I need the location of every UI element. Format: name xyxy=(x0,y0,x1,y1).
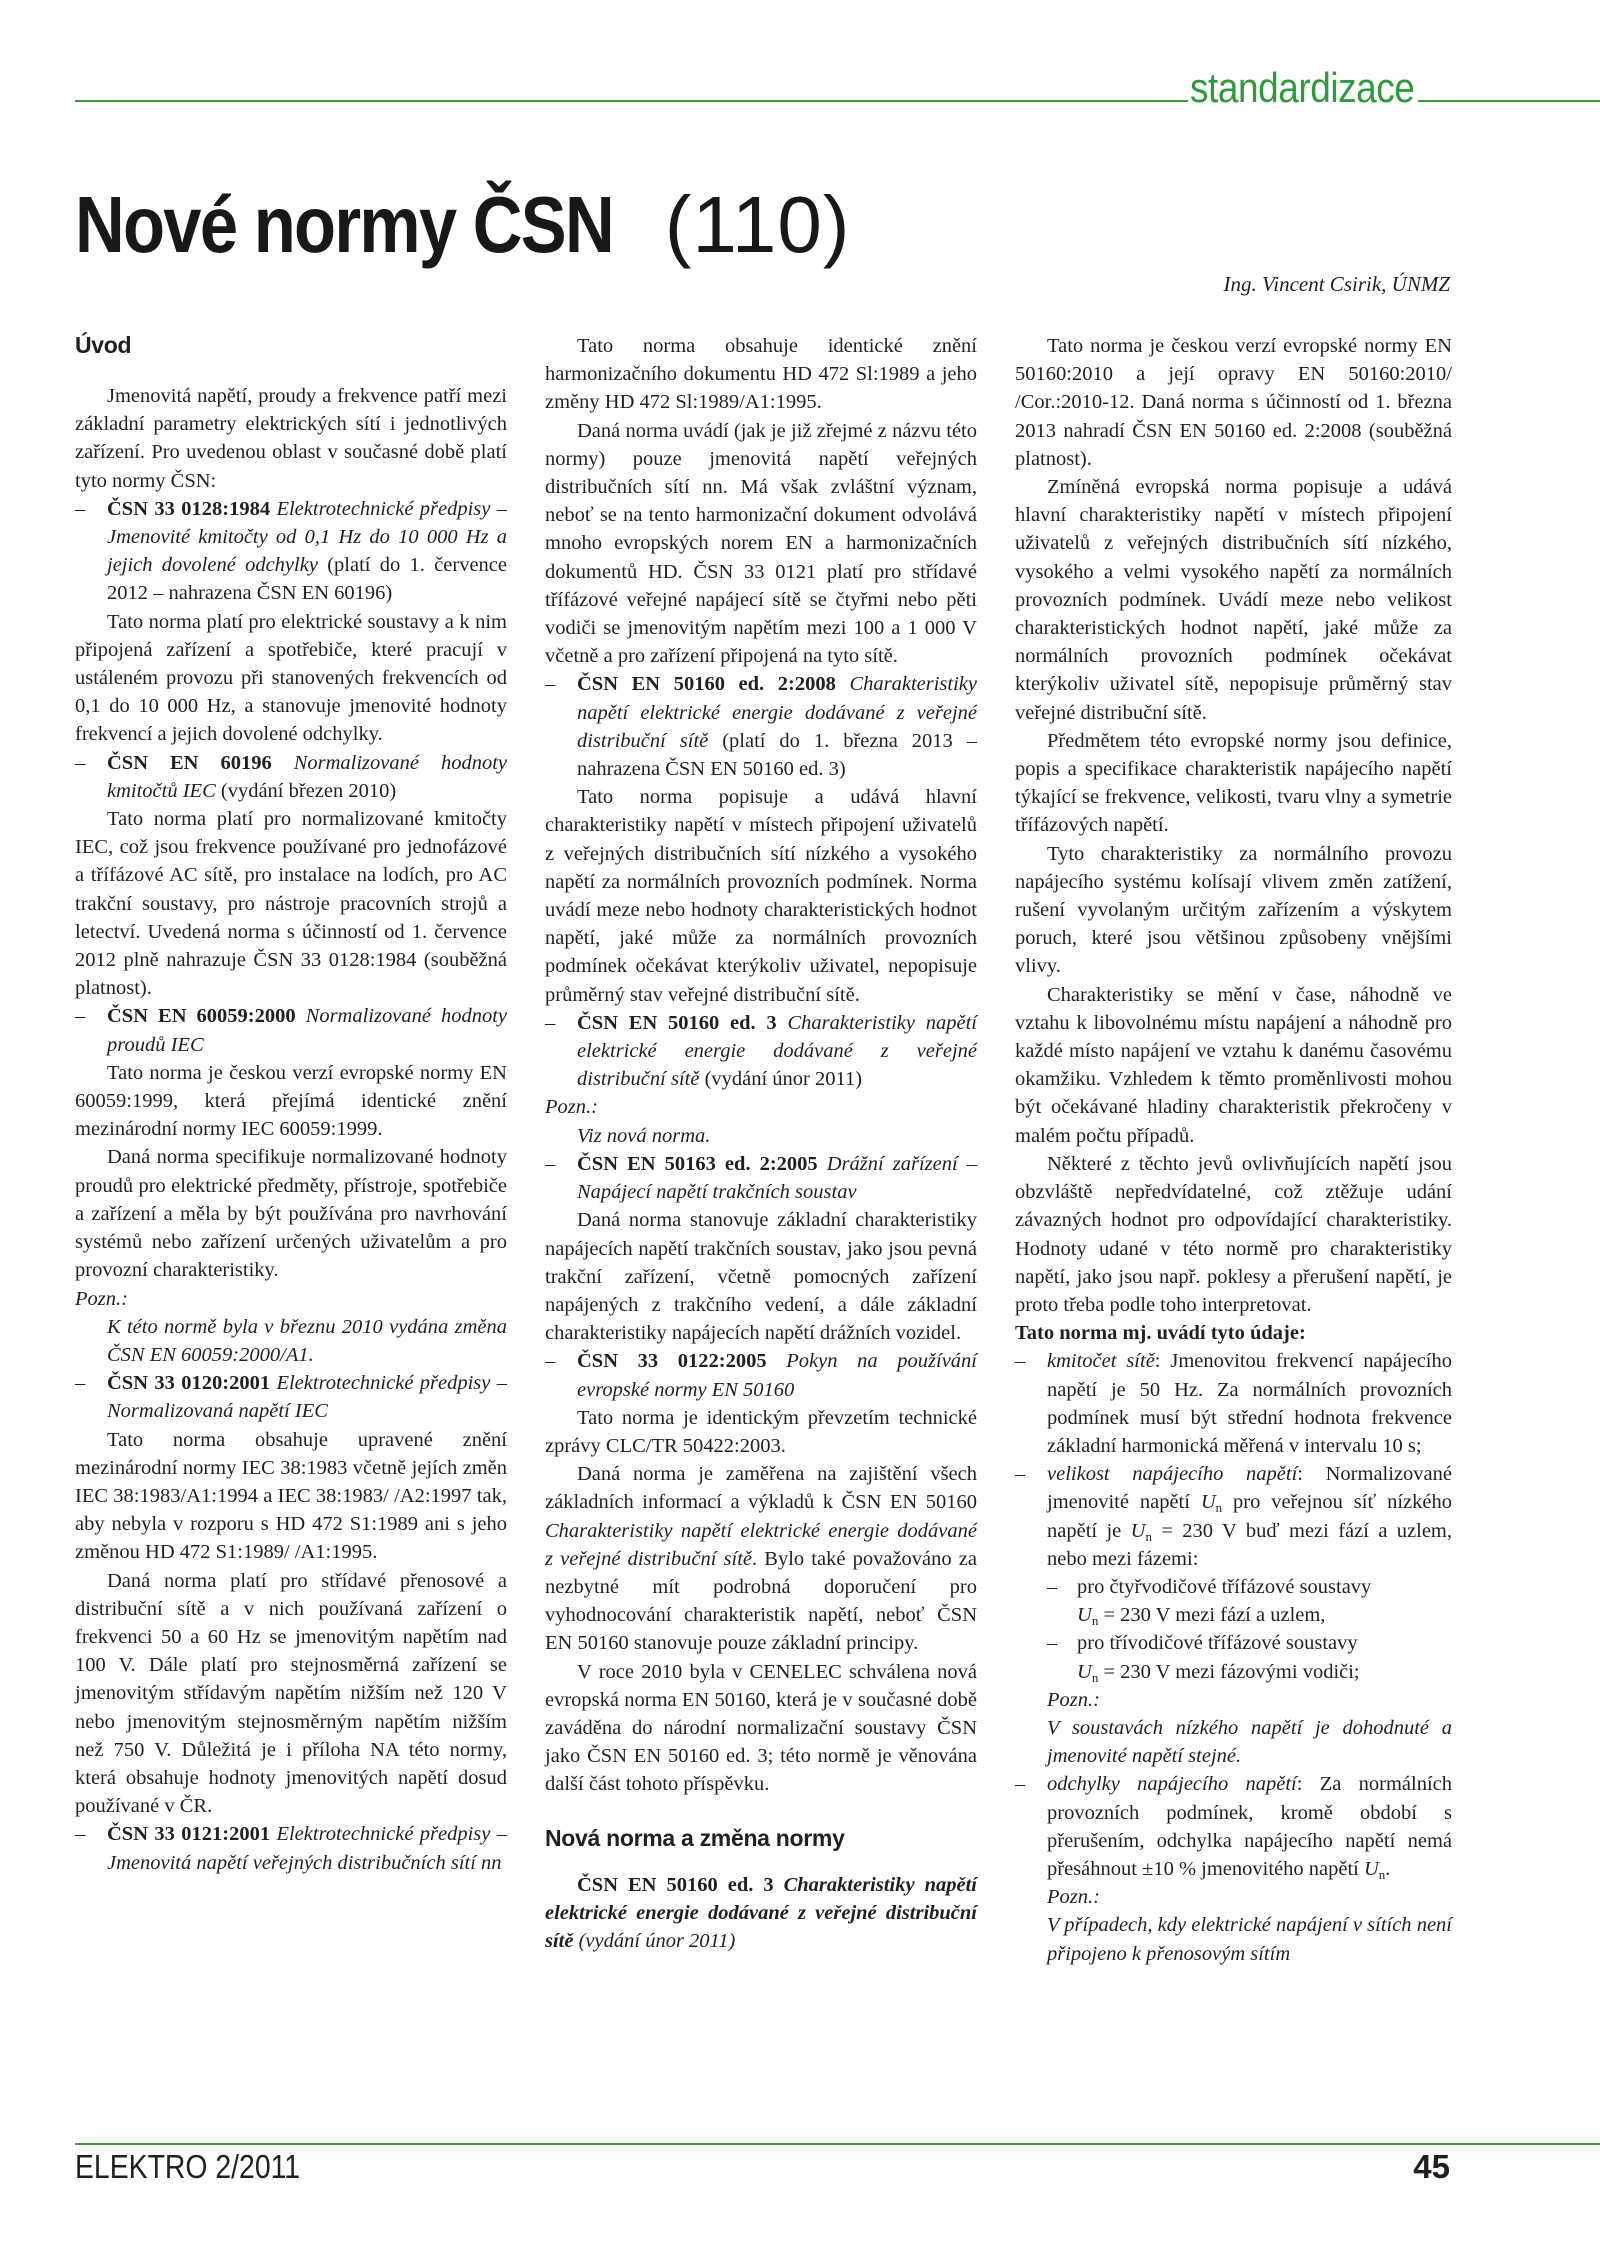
norm-code: ČSN EN 50163 ed. 2:2005 xyxy=(577,1152,818,1175)
norm-title: Drážní zařízení – Napájecí napětí trakčních soustav xyxy=(577,1152,977,1204)
paragraph: Tato norma je českou verzí evropské normy EN 60059:1999, která přejímá identické znění mezinárodní normy IEC 60059:1999. xyxy=(75,1061,507,1141)
paragraph: Tato norma je identickým převzetím technické zprávy CLC/TR 50422:2003. xyxy=(545,1406,977,1457)
paragraph: Charakteristiky se mění v čase, náhodně ve vztahu k libovolnému místu napájení a náhodně pro každé místo napájení ve vztahu k danému časovému okamžiku. Vzhledem k těmto proměnlivosti mohou být očekávané hladiny charakteristik překročeny v malém počtu případů. xyxy=(1015,983,1452,1147)
paragraph: Tato norma obsahuje upravené znění mezinárodní normy IEC 38:1983 včetně jejích změn IEC 38:1983/A1:1994 a IEC 38:1983/ /A2:1997 tak, aby nebyla v rozporu s HD 472 S1:1989 ani s jeho změnou HD 472 S1:1989/ /A1:1995. xyxy=(75,1428,507,1564)
note-text: V případech, kdy elektrické napájení v sítích není připojeno k přenosovým sítím xyxy=(1047,1914,1452,1965)
text-run: pro veřejnou síť nízkého napětí je xyxy=(1047,1491,1453,1542)
column-2 xyxy=(545,332,977,1955)
norm-title: Normalizované hodnoty proudů IEC xyxy=(107,1005,507,1056)
paragraph: Tato norma platí pro elektrické soustavy a k nim připojená zařízení a spotřebiče, které pracují v ustáleném provozu při stanovených frekvencích od 0,1 do 10 000 Hz, a stanovuje jmenovité hodnoty frekvencí a jejich dovolené odchylky. xyxy=(75,610,507,746)
list-item xyxy=(75,1369,507,1425)
list-item xyxy=(75,749,507,805)
list-item xyxy=(75,495,507,608)
norm-code: ČSN EN 60059:2000 xyxy=(107,1005,296,1028)
list-item xyxy=(75,1002,507,1058)
paragraph: Tato norma je českou verzí evropské normy EN 50160:2010 a její opravy EN 50160:2010/ /Cor.:2010-12. Daná norma s účinností od 1. března 2013 nahradí ČSN EN 50160 ed. 2:2008 (souběžná platnost). xyxy=(1015,335,1452,470)
norm-code: ČSN EN 50160 ed. 3 xyxy=(577,1011,777,1034)
norm-code: ČSN 33 0122:2005 xyxy=(577,1350,767,1373)
paragraph: Tato norma platí pro normalizované kmitočty IEC, což jsou frekvence používané pro jednofázové a třífázové AC sítě, pro instalace na lodích, pro AC trakční soustavy, pro nástroje pracovních strojů a letectví. Uvedená norma s účinností od 1. července 2012 plně nahrazuje ČSN 33 0128:1984 (souběžná platnost). xyxy=(75,808,507,1000)
list-item xyxy=(545,1347,977,1403)
note-label: Pozn.: xyxy=(75,1287,128,1310)
symbol: U xyxy=(1200,1491,1216,1514)
text-run: pro čtyřvodičové třífázové soustavy xyxy=(1077,1575,1372,1598)
norm-code: ČSN EN 60196 xyxy=(107,751,272,774)
note-text: Viz nová norma. xyxy=(577,1124,711,1147)
paragraph: Tato norma popisuje a udává hlavní charakteristiky napětí v místech připojení uživatelů z veřejných distribučních sítí nízkého a vysokého napětí za normálních provozních podmínek. Norma uvádí meze nebo hodnoty charakteristických hodnot napětí, jaké může za normálních provozních podmínek očekávat kterýkoliv uživatel, nepopisuje průměrný stav veřejné distribuční sítě. xyxy=(545,786,977,1006)
list-item xyxy=(1015,1347,1452,1460)
text-run: = 230 V buď mezi fází a uzlem, nebo mezi fázemi: xyxy=(1047,1519,1453,1570)
symbol: U xyxy=(1077,1660,1092,1683)
note-label: Pozn.: xyxy=(545,1096,598,1119)
paragraph: Daná norma platí pro střídavé přenosové a distribuční sítě a v nich používaná zařízení o frekvenci 50 a 60 Hz se jmenovitým napětím nad 100 V. Dále platí pro stejnosměrná zařízení se jmenovitým střídavým napětím nižším než 120 V nebo jmenovitým stejnosměrným napětím nižším než 750 V. Důležitá je i příloha NA této normy, která obsahuje hodnoty jmenovitých napětí dosud používané v ČR. xyxy=(75,1569,507,1818)
header-rule-end xyxy=(1418,100,1600,102)
heading-uvod: Úvod xyxy=(75,332,132,358)
title-number: (110) xyxy=(664,180,851,269)
norm-code: ČSN 33 0121:2001 xyxy=(107,1823,271,1846)
paragraph: Tato norma obsahuje identické znění harmonizačního dokumentu HD 472 Sl:1989 a jeho změny HD 472 Sl:1989/A1:1995. xyxy=(545,335,977,414)
list-item xyxy=(1015,1460,1452,1573)
text-run: Daná norma je zaměřena na zajištění všech základních informací a výkladů k ČSN EN 50160 xyxy=(545,1463,977,1514)
text-run: = 230 V mezi fází a uzlem, xyxy=(1098,1604,1326,1627)
text-run: : Za normálních provozních podmínek, kromě období s přerušením, odchylka napájecího napětí nemá přesáhnout ±10 % jmenovitého napětí xyxy=(1047,1773,1452,1880)
page-number: 45 xyxy=(1413,2148,1450,2185)
paragraph: Daná norma uvádí (jak je již zřejmé z názvu této normy) pouze jmenovitá napětí veřejných distribučních sítí nn. Má však zvláštní význam, neboť se na tento harmonizační dokument odvolává mnoho evropských norem EN a harmonizačních dokumentů HD. ČSN 33 0121 platí pro střídavé třífázové veřejné napájecí sítě se čtyřmi nebo pěti vodiči se jmenovitým napětím mezi 100 a 1 000 V včetně a pro zařízení připojená na tyto sítě. xyxy=(545,419,977,668)
list-item xyxy=(75,1820,507,1876)
paragraph xyxy=(545,1871,977,1956)
text-run: . Bylo také považováno za nezbytné mít podrobná doporučení pro vyhodnocování charakteristik napětí, neboť ČSN EN 50160 stanovuje pouze základní principy. xyxy=(545,1547,977,1655)
symbol-sub: n xyxy=(1215,1500,1223,1516)
norm-title: Pokyn na používání evropské normy EN 50160 xyxy=(577,1350,977,1401)
list-item xyxy=(545,1009,977,1094)
paragraph: Jmenovitá napětí, proudy a frekvence patří mezi základní parametry elektrických sítí i jednotlivých zařízení. Pro uvedenou oblast v současné době platí tyto normy ČSN: xyxy=(75,385,507,492)
author: Ing. Vincent Csirik, ÚNMZ xyxy=(1223,272,1450,296)
column-1 xyxy=(75,330,507,1877)
norm-code: ČSN 33 0128:1984 xyxy=(107,497,271,520)
norm-title: Elektrotechnické předpisy – Jmenovitá napětí veřejných distribučních sítí nn xyxy=(107,1823,508,1874)
term: velikost napájecího napětí xyxy=(1047,1463,1298,1486)
header-rule xyxy=(75,100,1188,102)
column-3 xyxy=(1015,332,1452,1968)
symbol-sub: n xyxy=(1091,1613,1099,1629)
title-main: Nové normy ČSN xyxy=(75,180,613,269)
term: odchylky napájecího napětí xyxy=(1047,1773,1297,1796)
text-run: = 230 V mezi fázovými vodiči; xyxy=(1098,1660,1360,1683)
norm-note: (vydání březen 2010) xyxy=(220,779,397,802)
paragraph: Zmíněná evropská norma popisuje a udává hlavní charakteristiky napětí v místech připojení uživatelů z veřejných distribučních sítí nízkého, vysokého a velmi vysokého napětí za normálních provozních podmínek. Uvádí meze nebo velikost charakteristických hodnot napětí, jaké může za normálních provozních podmínek očekávat kterýkoliv uživatel sítě, nepopisuje průměrný stav veřejné distribuční sítě. xyxy=(1015,476,1452,724)
norm-title: Charakteristiky napětí elektrické energie dodávané z veřejné distribuční sítě xyxy=(577,1011,977,1091)
paragraph: Tyto charakteristiky za normálního provozu napájecího systému kolísají vlivem změn zatížení, rušení vyvolaným určitým zařízením a výskytem poruch, které jsou většinou způsobeny vnějšími vlivy. xyxy=(1015,842,1452,978)
subheading: Tato norma mj. uvádí tyto údaje: xyxy=(1015,1322,1306,1345)
text-run: : Jmenovitou frekvencí napájecího napětí je 50 Hz. Za normálních provozních podmínek musí být střední hodnota frekvence základní harmonická měřená v intervalu 10 s; xyxy=(1047,1350,1452,1457)
norm-title: Charakteristiky napětí elektrické energie dodávané z veřejné distribuční sítě xyxy=(545,1519,977,1570)
list-item xyxy=(1015,1770,1452,1883)
symbol: U xyxy=(1363,1857,1379,1880)
page-title xyxy=(75,175,851,275)
text-run: . xyxy=(1385,1857,1391,1880)
norm-note: (platí do 1. března 2013 – nahrazena ČSN EN 50160 ed. 3) xyxy=(577,729,977,781)
symbol-sub: n xyxy=(1091,1669,1099,1685)
norm-title: Charakteristiky napětí elektrické energie dodávané z veřejné distribuční sítě xyxy=(577,673,977,752)
norm-title: Elektrotechnické předpisy – Jmenovité kmitočty od 0,1 Hz do 10 000 Hz a jejich dovolené odchylky xyxy=(107,497,508,577)
norm-title: Charakteristiky napětí elektrické energie dodávané z veřejné distribuční sítě xyxy=(545,1873,977,1952)
heading-new-norm: Nová norma a změna normy xyxy=(545,1824,845,1851)
term: kmitočet sítě xyxy=(1047,1350,1155,1373)
note-label: Pozn.: xyxy=(1047,1688,1100,1711)
list-item xyxy=(545,1150,977,1206)
norm-note: (vydání únor 2011) xyxy=(704,1068,863,1091)
norm-code: ČSN EN 50160 ed. 2:2008 xyxy=(577,673,836,696)
paragraph xyxy=(545,1460,977,1657)
text-run: : Normalizované jmenovité napětí xyxy=(1047,1463,1452,1514)
footer-rule xyxy=(75,2143,1600,2145)
norm-title: Normalizované hodnoty kmitočtů IEC xyxy=(107,751,507,802)
paragraph: V roce 2010 byla v CENELEC schválena nová evropská norma EN 50160, která je v současné době zaváděna do národní normalizační soustavy ČSN jako ČSN EN 50160 ed. 3; této normě je věnována další část tohoto příspěvku. xyxy=(545,1660,977,1796)
norm-code: ČSN EN 50160 ed. 3 xyxy=(577,1873,774,1896)
norm-note: (vydání únor 2011) xyxy=(578,1929,736,1952)
note-text: K této normě byla v březnu 2010 vydána změna ČSN EN 60059:2000/A1. xyxy=(107,1315,507,1366)
list-item xyxy=(545,670,977,783)
symbol-sub: n xyxy=(1378,1866,1386,1882)
sub-list-item xyxy=(1015,1629,1452,1685)
note-text: V soustavách nízkého napětí je dohodnuté a jmenovité napětí stejné. xyxy=(1047,1716,1452,1768)
text-run: pro třívodičové třífázové soustavy xyxy=(1077,1632,1358,1655)
norm-note: (platí do 1. července 2012 – nahrazena ČSN EN 60196) xyxy=(107,554,507,605)
symbol: U xyxy=(1130,1519,1146,1542)
norm-title: Elektrotechnické předpisy – Normalizovaná napětí IEC xyxy=(107,1372,508,1423)
footer-issue: ELEKTRO 2/2011 xyxy=(75,2148,301,2185)
section-label: standardizace xyxy=(1190,64,1415,111)
symbol: U xyxy=(1077,1604,1092,1627)
paragraph: Předmětem této evropské normy jsou definice, popis a specifikace charakteristik napájecího napětí týkající se frekvence, velikosti, tvaru vlny a symetrie třífázových napětí. xyxy=(1015,729,1452,837)
paragraph: Daná norma specifikuje normalizované hodnoty proudů pro elektrické předměty, přístroje, spotřebiče a zařízení a měla by být používána pro navrhování systémů nebo zařízení určených uživatelům a pro provozní charakteristiky. xyxy=(75,1146,507,1282)
paragraph: Některé z těchto jevů ovlivňujících napětí jsou obzvláště nepředvídatelné, což ztěžuje udání závazných hodnot pro odpovídající charakteristiky. Hodnoty udané v této normě pro charakteristiky napětí, jako jsou např. poklesy a přerušení napětí, je proto třeba podle toho interpretovat. xyxy=(1015,1152,1452,1316)
symbol-sub: n xyxy=(1145,1528,1152,1544)
paragraph: Daná norma stanovuje základní charakteristiky napájecích napětí trakčních soustav, jako jsou pevná trakční zařízení, včetně pomocných zařízení napájených z trakčního vedení, a dále základní charakteristiky napájecích napětí drážních vozidel. xyxy=(545,1209,977,1345)
norm-code: ČSN 33 0120:2001 xyxy=(107,1372,271,1395)
sub-list-item xyxy=(1015,1573,1452,1629)
note-label: Pozn.: xyxy=(1047,1886,1100,1909)
